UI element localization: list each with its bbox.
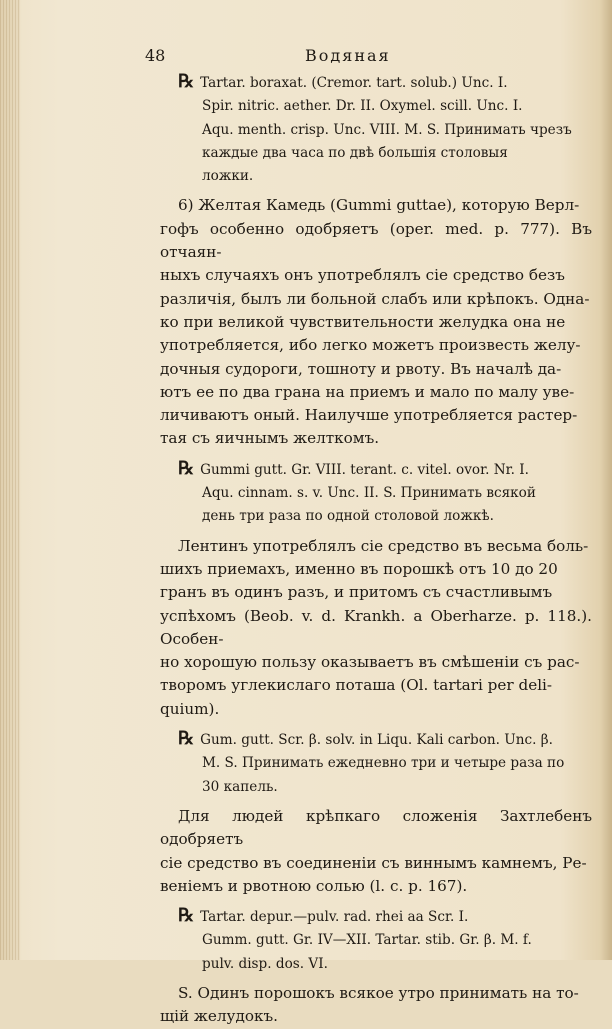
text-line: гранъ въ одинъ разъ, и притомъ съ счастливымъ [160, 583, 553, 602]
running-title: Водяная [305, 46, 391, 65]
text-line: ныхъ случаяхъ онъ употреблялъ сіе средство безъ [160, 266, 565, 285]
text-line: Лентинъ употреблялъ сіе средство въ весьма боль- [178, 536, 589, 555]
prescription-block [160, 904, 592, 976]
text-line: ютъ ее по два грана на приемъ и мало по малу уве- [160, 382, 575, 401]
paragraph [160, 982, 592, 1029]
text-line: каждые два часа по двѣ большія столовыя [202, 144, 508, 161]
recipe-symbol: ℞ [178, 905, 195, 927]
text-line: творомъ углекислаго поташа (Ol. tartari per deli- [160, 676, 553, 695]
text-line: шихъ приемахъ, именно въ порошкѣ отъ 10 до 20 [160, 559, 558, 578]
prescription-block [160, 727, 592, 799]
text-line: Aqu. cinnam. s. v. Unc. II. S. Принимать всякой [202, 485, 536, 502]
text-line: ℞ Tartar. boraxat. (Cremor. tart. solub.) Unc. I. [178, 71, 508, 92]
recipe-symbol: ℞ [178, 728, 195, 750]
recipe-symbol: ℞ [178, 457, 195, 479]
page-number: 48 [145, 46, 166, 65]
text-line: употребляется, ибо легко можетъ произвесть желу- [160, 336, 581, 355]
paragraph [160, 535, 592, 721]
text-line: Для людей крѣпкаго сложенія Захтлебенъ одобряетъ [160, 806, 592, 849]
text-line: веніемъ и рвотною солью (l. c. p. 167). [160, 876, 468, 895]
text-line: ложки. [202, 168, 254, 185]
text-line: гофъ особенно одобряетъ (oper. med. p. 777). Въ отчаян- [160, 219, 592, 262]
text-line: 30 капель. [202, 778, 278, 795]
text-line: успѣхомъ (Beob. v. d. Krankh. a Oberharze. p. 118.). Особен- [160, 606, 592, 648]
paragraph [160, 194, 592, 450]
text-line: день три раза по одной столовой ложкѣ. [202, 508, 494, 525]
text-line: ℞ Tartar. depur.—pulv. rad. rhei aa Scr. I. [178, 905, 469, 927]
recipe-symbol: ℞ [178, 71, 195, 92]
text-line: M. S. Принимать ежедневно три и четыре раза по [202, 755, 565, 772]
text-line: Aqu. menth. crisp. Unc. VIII. M. S. Принимать чрезъ [202, 121, 572, 138]
text-line: Spir. nitric. aether. Dr. II. Oxymel. scill. Unc. I. [202, 98, 523, 115]
text-line: но хорошую пользу оказываетъ въ смѣшеніи съ рас- [160, 653, 580, 672]
text-line: личиваютъ оный. Наилучше употребляется растер- [160, 406, 578, 425]
text-line: сіе средство въ соединеніи съ виннымъ камнемъ, Ре- [160, 853, 587, 872]
text-line: ℞ Gum. gutt. Scr. β. solv. in Liqu. Kali carbon. Unc. β. [178, 728, 553, 750]
text-line: Gumm. gutt. Gr. IV—XII. Tartar. stib. Gr. β. M. f. [202, 932, 532, 949]
text-line: quium). [160, 699, 220, 718]
text-line: различія, былъ ли больной слабъ или крѣпокъ. Одна- [160, 289, 590, 308]
text-line: ко при великой чувствительности желудка она не [160, 312, 566, 331]
text-line: дочныя судороги, тошноту и рвоту. Въ началѣ да- [160, 359, 562, 378]
text-line: тая съ яичнымъ желткомъ. [160, 429, 380, 448]
text-line: щій желудокъ. [160, 1007, 278, 1026]
text-line: 6) Желтая Камедь (Gummi guttae), которую Верл- [178, 196, 580, 215]
prescription-block [160, 70, 592, 188]
text-line: S. Одинъ порошокъ всякое утро принимать на то- [178, 983, 579, 1002]
text-line: ℞ Gummi gutt. Gr. VIII. terant. c. vitel. ovor. Nr. I. [178, 457, 529, 479]
paragraph [160, 805, 592, 898]
text-line: pulv. disp. dos. VI. [202, 955, 328, 972]
text-body [160, 70, 592, 1029]
prescription-block [160, 457, 592, 529]
binding-gutter [0, 0, 20, 960]
